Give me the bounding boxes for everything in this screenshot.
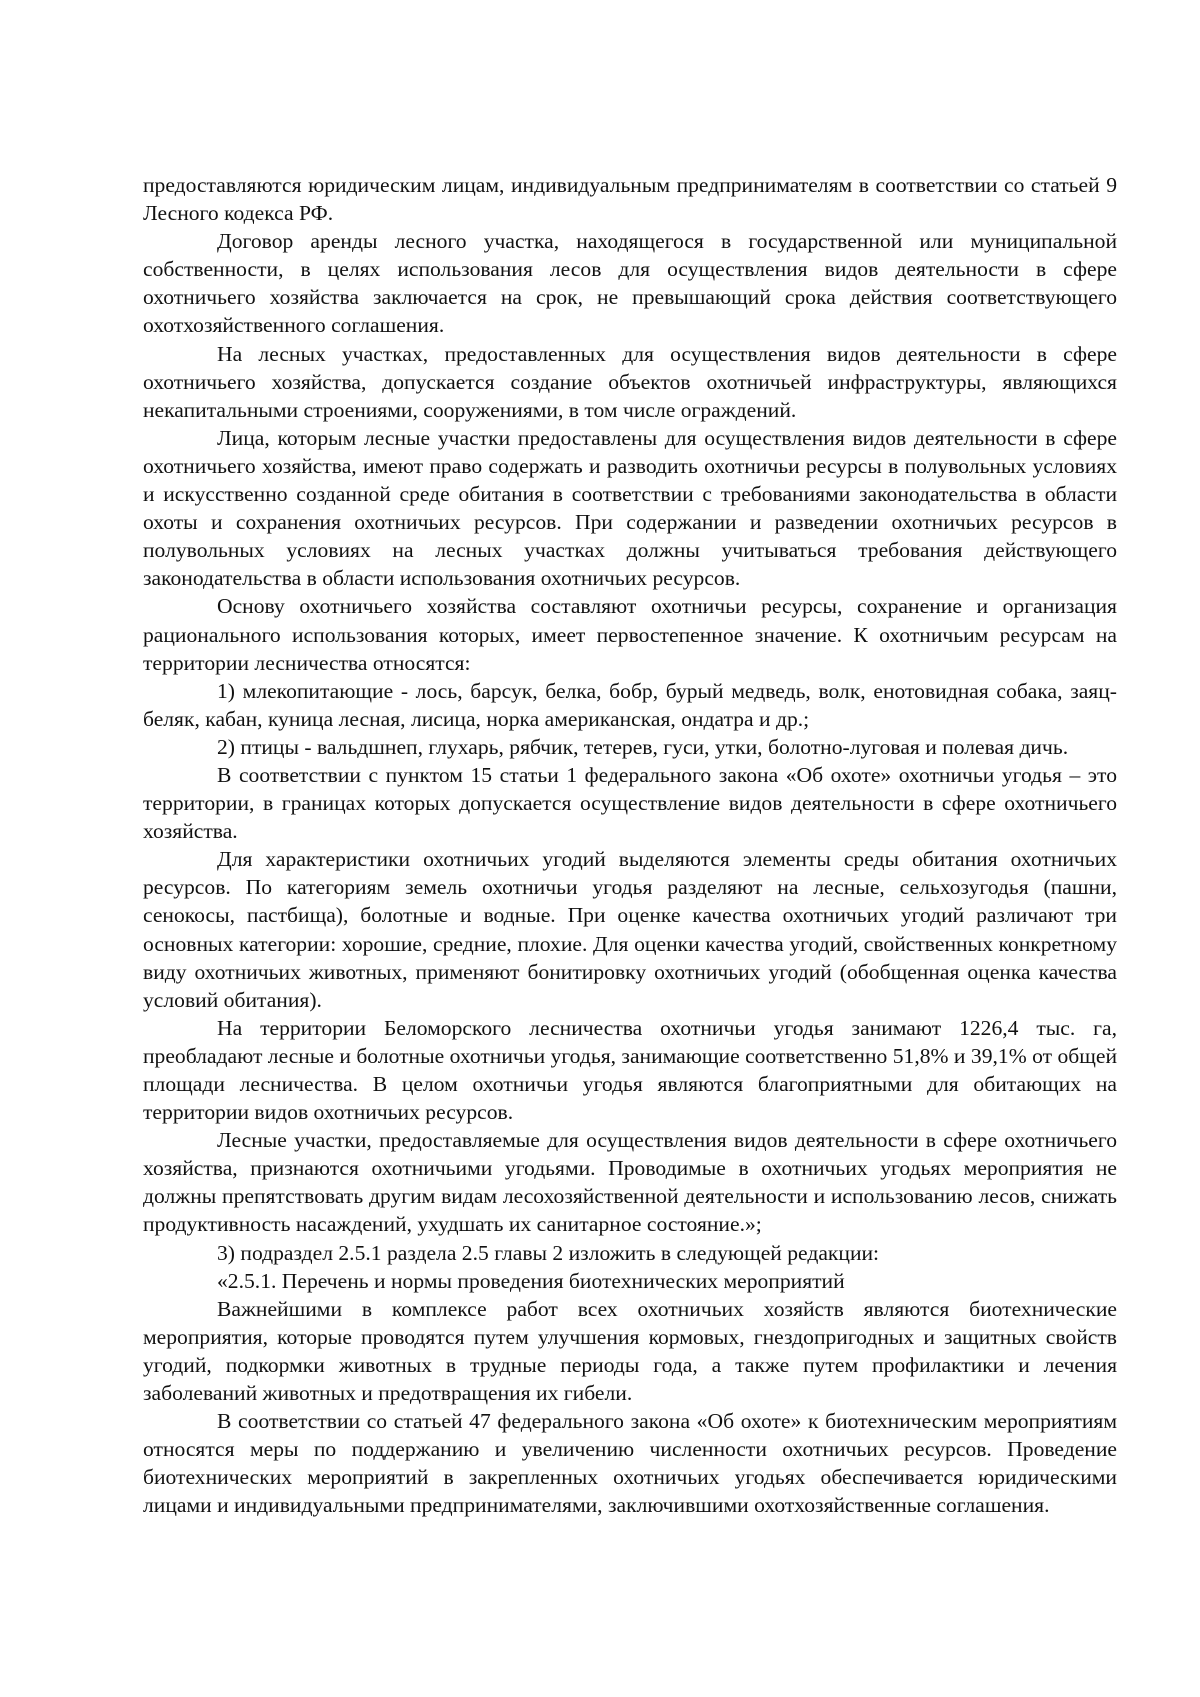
- paragraph-continuation: предоставляются юридическим лицам, индивидуальным предпринимателям в соответствии со статьей 9 Лесного кодекса РФ.: [143, 173, 1117, 226]
- paragraph-amendment-instruction: 3) подраздел 2.5.1 раздела 2.5 главы 2 изложить в следующей редакции:: [217, 1240, 880, 1265]
- paragraph-hunting-resources: Основу охотничьего хозяйства составляют охотничьи ресурсы, сохранение и организация рационального использования которых, имеет первостепенное значение. К охотничьим ресурсам на территории лесничества относятся:: [143, 594, 1117, 675]
- paragraph-article-47: В соответствии со статьей 47 федерального закона «Об охоте» к биотехническим мероприятиям относятся меры по поддержанию и увеличению численности охотничьих ресурсов. Проведение биотехнических мероприятий в закрепленных охотничьих угодьях обеспечивается юридическими лицами и индивидуальными предпринимателями, заключившими охотхозяйственные соглашения.: [143, 1409, 1117, 1518]
- document-body: [143, 171, 1117, 1520]
- paragraph-hunting-grounds-definition: В соответствии с пунктом 15 статьи 1 федерального закона «Об охоте» охотничьи угодья – это территории, в границах которых допускается осуществление видов деятельности в сфере охотничьего хозяйства.: [143, 762, 1117, 844]
- paragraph-semi-free-breeding: Лица, которым лесные участки предоставлены для осуществления видов деятельности в сфере охотничьего хозяйства, имеют право содержать и разводить охотничьи ресурсы в полувольных условиях и искусственно созданной среде обитания в соответствии с требованиями законодательства в области охоты и сохранения охотничьих ресурсов. При содержании и разведении охотничьих ресурсов в полувольных условиях на лесных участках должны учитываться требования действующего законодательства в области использования охотничьих ресурсов.: [143, 425, 1117, 591]
- section-heading: «2.5.1. Перечень и нормы проведения биотехнических мероприятий: [217, 1268, 845, 1293]
- paragraph-belomorsk-area: На территории Беломорского лесничества охотничьи угодья занимают 1226,4 тыс. га, преобладают лесные и болотные охотничьи угодья, занимающие соответственно 51,8% и 39,1% от общей площади лесничества. В целом охотничьи угодья являются благоприятными для обитающих на территории видов охотничьих ресурсов.: [143, 1015, 1117, 1125]
- paragraph-biotechnical-measures: Важнейшими в комплексе работ всех охотничьих хозяйств являются биотехнические мероприятия, которые проводятся путем улучшения кормовых, гнездопригодных и защитных свойств угодий, подкормки животных в трудные периоды года, а также путем профилактики и лечения заболеваний животных и предотвращения их гибели.: [143, 1296, 1117, 1406]
- paragraph-lease-agreement: Договор аренды лесного участка, находящегося в государственной или муниципальной собственности, в целях использования лесов для осуществления видов деятельности в сфере охотничьего хозяйства заключается на срок, не превышающий срока действия соответствующего охотхозяйственного соглашения.: [143, 229, 1117, 338]
- paragraph-forest-plots-grounds: Лесные участки, предоставляемые для осуществления видов деятельности в сфере охотничьего хозяйства, признаются охотничьими угодьями. Проводимые в охотничьих угодьях мероприятия не должны препятствовать другим видам лесохозяйственной деятельности и использованию лесов, снижать продуктивность насаждений, ухудшать их санитарное состояние.»;: [143, 1128, 1117, 1237]
- paragraph-infrastructure: На лесных участках, предоставленных для осуществления видов деятельности в сфере охотничьего хозяйства, допускается создание объектов охотничьей инфраструктуры, являющихся некапитальными строениями, сооружениями, в том числе ограждений.: [143, 341, 1117, 422]
- paragraph-grounds-characteristics: Для характеристики охотничьих угодий выделяются элементы среды обитания охотничьих ресурсов. По категориям земель охотничьи угодья разделяют на лесные, сельхозугодья (пашни, сенокосы, пастбища), болотные и водные. При оценке качества охотничьих угодий различают три основных категории: хорошие, средние, плохие. Для оценки качества угодий, свойственных конкретному виду охотничьих животных, применяют бонитировку охотничьих угодий (обобщенная оценка качества условий обитания).: [143, 847, 1117, 1012]
- list-item-mammals: 1) млекопитающие - лось, барсук, белка, бобр, бурый медведь, волк, енотовидная собака, заяц-беляк, кабан, куница лесная, лисица, норка американская, ондатра и др.;: [143, 678, 1117, 731]
- list-item-birds: 2) птицы - вальдшнеп, глухарь, рябчик, тетерев, гуси, утки, болотно-луговая и полевая дичь.: [217, 734, 1069, 759]
